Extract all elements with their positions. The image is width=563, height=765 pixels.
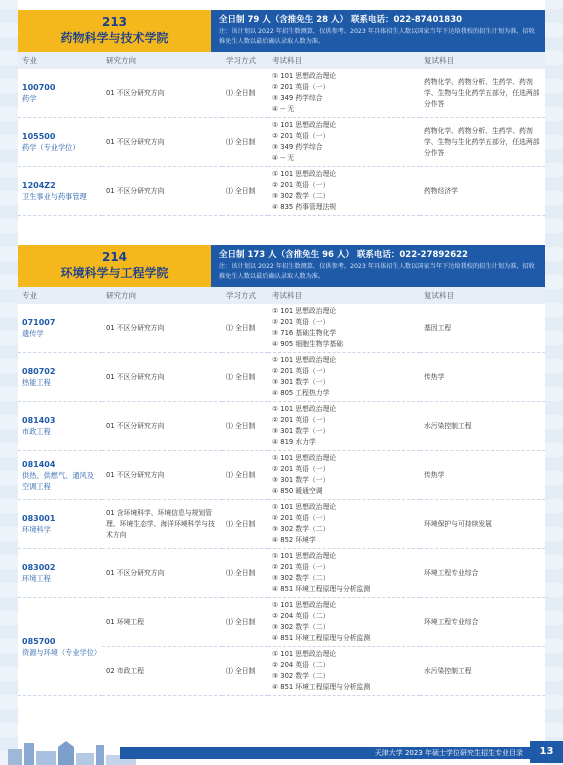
mode-cell: ⑴ 全日制 — [222, 118, 268, 167]
column-header-major: 专业 — [18, 287, 102, 304]
mode-cell: ⑴ 全日制 — [222, 598, 268, 647]
exam-subject: ④ 819 水力学 — [272, 438, 316, 446]
direction-cell: 01 不区分研究方向 — [102, 167, 222, 216]
retest-cell: 水污染控制工程 — [420, 402, 545, 451]
exam-subject: ① 101 思想政治理论 — [272, 307, 337, 315]
exam-subject: ② 201 英语（一） — [272, 465, 330, 473]
retest-cell: 传热学 — [420, 353, 545, 402]
retest-cell: 环境工程专业综合 — [420, 598, 545, 647]
major-code: 081404 — [22, 459, 56, 469]
exam-cell — [268, 500, 420, 549]
major-code: 080702 — [22, 367, 56, 376]
table-row — [18, 118, 545, 167]
major-cell — [18, 500, 102, 549]
direction-cell: 01 不区分研究方向 — [102, 118, 222, 167]
exam-subject: ④ 835 药事管理法规 — [272, 203, 337, 211]
column-header-retest: 复试科目 — [420, 287, 545, 304]
column-header-direction: 研究方向 — [102, 52, 222, 69]
direction-cell: 01 含环境科学、环境信息与规划管理、环境生态学、海洋环境科学与技术方向 — [102, 500, 222, 549]
college-section-213 — [18, 10, 545, 216]
major-code: 085700 — [22, 636, 56, 646]
college-section-214 — [18, 245, 545, 696]
retest-cell: 传热学 — [420, 451, 545, 500]
column-header-mode: 学习方式 — [222, 52, 268, 69]
exam-subject: ① 101 思想政治理论 — [272, 121, 337, 129]
table-row — [18, 549, 545, 598]
exam-subject: ③ 301 数学（一） — [272, 427, 330, 435]
exam-subject: ④ 905 细胞生物学基础 — [272, 340, 343, 348]
column-header-major: 专业 — [18, 52, 102, 69]
college-title-block — [18, 10, 211, 52]
major-name: 供热、供燃气、通风及空调工程 — [22, 470, 94, 491]
college-name: 药物科学与技术学院 — [60, 31, 169, 45]
column-header-retest: 复试科目 — [420, 52, 545, 69]
mode-cell: ⑴ 全日制 — [222, 304, 268, 353]
college-code: 214 — [101, 250, 128, 264]
exam-subject: ③ 302 数学（二） — [272, 623, 330, 631]
page-number: 13 — [530, 741, 563, 763]
major-code: 100700 — [22, 83, 56, 92]
retest-cell: 药物经济学 — [420, 167, 545, 216]
major-name: 环境科学 — [22, 525, 51, 534]
major-cell — [18, 118, 102, 167]
exam-subject: ① 101 思想政治理论 — [272, 650, 337, 658]
mode-cell: ⑴ 全日制 — [222, 402, 268, 451]
college-title-block — [18, 245, 211, 287]
exam-subject: ④ 805 工程热力学 — [272, 389, 330, 397]
direction-cell: 01 不区分研究方向 — [102, 402, 222, 451]
exam-subject: ② 201 英语（一） — [272, 514, 330, 522]
direction-cell: 01 不区分研究方向 — [102, 549, 222, 598]
program-table — [18, 287, 545, 696]
exam-cell — [268, 118, 420, 167]
exam-cell — [268, 598, 420, 647]
exam-subject: ③ 302 数学（二） — [272, 672, 330, 680]
major-code: 071007 — [22, 318, 56, 327]
exam-subject: ④ 851 环境工程原理与分析监测 — [272, 585, 371, 593]
exam-cell — [268, 167, 420, 216]
retest-cell: 环境工程专业综合 — [420, 549, 545, 598]
major-name: 遗传学 — [22, 329, 44, 338]
exam-subject: ③ 301 数学（一） — [272, 476, 330, 484]
exam-cell — [268, 353, 420, 402]
exam-subject: ① 101 思想政治理论 — [272, 356, 337, 364]
direction-cell: 01 不区分研究方向 — [102, 353, 222, 402]
major-cell — [18, 451, 102, 500]
major-code: 105500 — [22, 132, 56, 141]
exam-subject: ② 201 英语（一） — [272, 181, 330, 189]
exam-subject: ③ 716 基础生物化学 — [272, 329, 337, 337]
exam-subject: ④ -- 无 — [272, 105, 295, 113]
major-cell — [18, 598, 102, 696]
exam-subject: ① 101 思想政治理论 — [272, 72, 337, 80]
college-name: 环境科学与工程学院 — [60, 266, 169, 280]
exam-subject: ③ 302 数学（二） — [272, 574, 330, 582]
college-header — [18, 10, 545, 52]
retest-cell: 环境保护与可持续发展 — [420, 500, 545, 549]
major-cell — [18, 304, 102, 353]
program-table — [18, 52, 545, 216]
direction-cell: 01 环境工程 — [102, 598, 222, 647]
footer-title: 天津大学 2023 年硕士学位研究生招生专业目录 — [374, 749, 523, 757]
major-name: 热能工程 — [22, 378, 51, 387]
exam-subject: ② 201 英语（一） — [272, 367, 330, 375]
college-info-block — [211, 10, 545, 52]
column-header-exams: 考试科目 — [268, 287, 420, 304]
exam-subject: ④ 850 暖通空调 — [272, 487, 323, 495]
major-name: 药学（专业学位） — [22, 143, 80, 152]
mode-cell: ⑴ 全日制 — [222, 451, 268, 500]
retest-cell: 药物化学、药物分析、生药学、药剂学、生物与生化药学五部分，任选两部分作答 — [420, 118, 545, 167]
table-header-row — [18, 287, 545, 304]
exam-subject: ③ 302 数学（二） — [272, 525, 330, 533]
mode-cell: ⑴ 全日制 — [222, 353, 268, 402]
major-name: 市政工程 — [22, 427, 51, 436]
major-cell — [18, 167, 102, 216]
table-row — [18, 304, 545, 353]
page-footer — [0, 735, 563, 765]
exam-subject: ① 101 思想政治理论 — [272, 601, 337, 609]
exam-cell — [268, 402, 420, 451]
table-row — [18, 500, 545, 549]
major-cell — [18, 69, 102, 118]
college-code: 213 — [101, 15, 128, 29]
direction-cell: 01 不区分研究方向 — [102, 69, 222, 118]
major-cell — [18, 549, 102, 598]
exam-subject: ② 201 英语（一） — [272, 132, 330, 140]
exam-cell — [268, 451, 420, 500]
mode-cell: ⑴ 全日制 — [222, 549, 268, 598]
direction-cell: 02 市政工程 — [102, 647, 222, 696]
exam-subject: ③ 302 数学（二） — [272, 192, 330, 200]
exam-subject: ① 101 思想政治理论 — [272, 503, 337, 511]
column-header-exams: 考试科目 — [268, 52, 420, 69]
table-row — [18, 353, 545, 402]
exam-cell — [268, 647, 420, 696]
table-header-row — [18, 52, 545, 69]
table-row — [18, 167, 545, 216]
direction-cell: 01 不区分研究方向 — [102, 451, 222, 500]
exam-subject: ② 201 英语（一） — [272, 83, 330, 91]
enrollment-quota: 全日制 79 人（含推免生 28 人） 联系电话：022-87401830 — [219, 15, 463, 25]
major-code: 081403 — [22, 416, 56, 425]
exam-subject: ④ 852 环境学 — [272, 536, 316, 544]
mode-cell: ⑴ 全日制 — [222, 69, 268, 118]
major-name: 药学 — [22, 94, 37, 103]
enrollment-quota: 全日制 173 人（含推免生 96 人） 联系电话：022-27892622 — [219, 250, 468, 260]
exam-subject: ① 101 思想政治理论 — [272, 405, 337, 413]
exam-subject: ② 204 英语（二） — [272, 612, 330, 620]
exam-cell — [268, 549, 420, 598]
exam-subject: ② 201 英语（一） — [272, 318, 330, 326]
exam-subject: ③ 301 数学（一） — [272, 378, 330, 386]
major-name: 资源与环境（专业学位） — [22, 647, 102, 657]
college-header — [18, 245, 545, 287]
college-info-block — [211, 245, 545, 287]
campus-skyline-icon — [0, 735, 140, 765]
major-code: 1204Z2 — [22, 181, 56, 190]
exam-subject: ④ -- 无 — [272, 154, 295, 162]
direction-cell: 01 不区分研究方向 — [102, 304, 222, 353]
table-row — [18, 402, 545, 451]
table-row — [18, 451, 545, 500]
mode-cell: ⑴ 全日制 — [222, 167, 268, 216]
table-row — [18, 598, 545, 647]
mode-cell: ⑴ 全日制 — [222, 647, 268, 696]
enrollment-note: 注：该计划以 2022 年招生数测算，仅供参考。2023 年具体招生人数以国家当年下达给我校的招生计划为准，招收推免生人数以最后确认录取人数为准。 — [219, 28, 535, 45]
mode-cell: ⑴ 全日制 — [222, 500, 268, 549]
exam-subject: ② 204 英语（二） — [272, 661, 330, 669]
retest-cell: 水污染控制工程 — [420, 647, 545, 696]
exam-subject: ② 201 英语（一） — [272, 563, 330, 571]
exam-subject: ① 101 思想政治理论 — [272, 552, 337, 560]
retest-cell: 药物化学、药物分析、生药学、药剂学、生物与生化药学五部分，任选两部分作答 — [420, 69, 545, 118]
major-cell — [18, 402, 102, 451]
exam-subject: ③ 349 药学综合 — [272, 143, 323, 151]
exam-subject: ① 101 思想政治理论 — [272, 454, 337, 462]
major-name: 环境工程 — [22, 574, 51, 583]
table-row — [18, 69, 545, 118]
exam-cell — [268, 304, 420, 353]
enrollment-note: 注：该计划以 2022 年招生数测算，仅供参考。2023 年具体招生人数以国家当年下达给我校的招生计划为准，招收推免生人数以最后确认录取人数为准。 — [219, 263, 535, 280]
exam-subject: ④ 851 环境工程原理与分析监测 — [272, 683, 371, 691]
exam-subject: ④ 851 环境工程原理与分析监测 — [272, 634, 371, 642]
column-header-mode: 学习方式 — [222, 287, 268, 304]
retest-cell: 基因工程 — [420, 304, 545, 353]
column-header-direction: 研究方向 — [102, 287, 222, 304]
major-name: 卫生事业与药事管理 — [22, 192, 87, 201]
major-cell — [18, 353, 102, 402]
major-code: 083001 — [22, 514, 56, 523]
exam-cell — [268, 69, 420, 118]
major-code: 083002 — [22, 563, 56, 572]
exam-subject: ② 201 英语（一） — [272, 416, 330, 424]
exam-subject: ① 101 思想政治理论 — [272, 170, 337, 178]
exam-subject: ③ 349 药学综合 — [272, 94, 323, 102]
